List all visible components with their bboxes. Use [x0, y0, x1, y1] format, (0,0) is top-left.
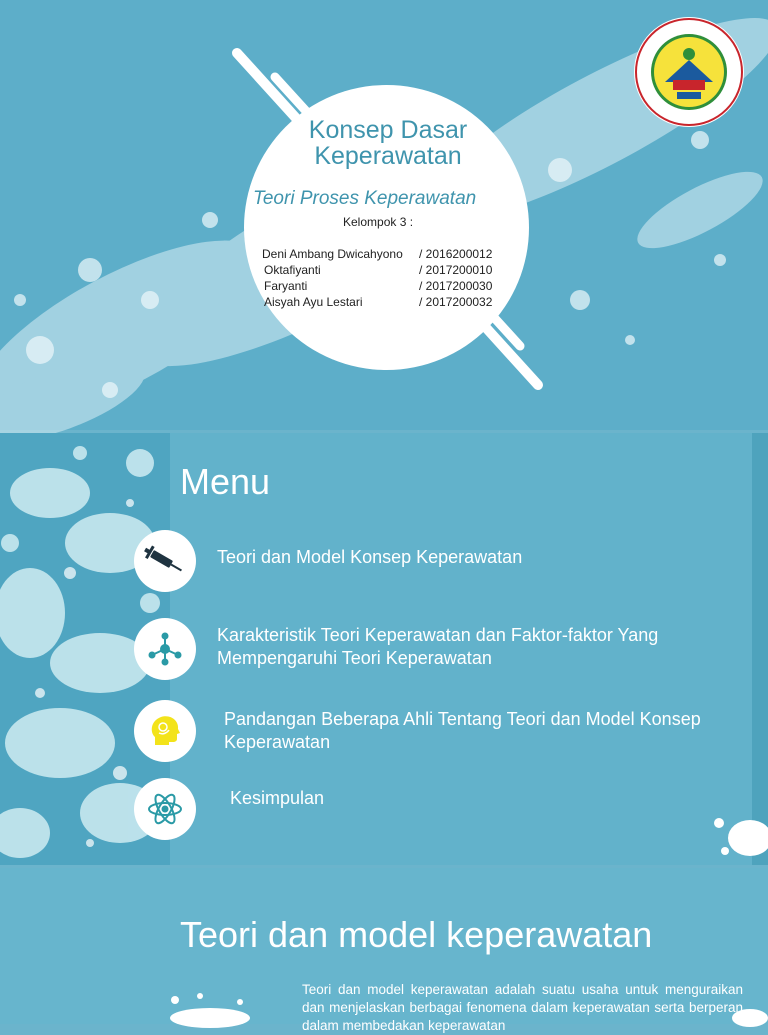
member-nim: / 2017200032	[419, 295, 493, 309]
menu-heading: Menu	[180, 461, 271, 502]
member-nim: / 2017200010	[419, 263, 493, 277]
brain-head-icon	[147, 713, 183, 749]
atom-icon-badge[interactable]	[134, 778, 196, 840]
content-slide	[0, 868, 768, 1033]
group-label: Kelompok 3 :	[343, 215, 414, 229]
menu-item-theory-models[interactable]: Teori dan Model Konsep Keperawatan	[217, 547, 523, 567]
brain-head-icon-badge[interactable]	[134, 700, 196, 762]
syringe-icon	[142, 541, 188, 581]
menu-item-characteristics[interactable]: Karakteristik Teori Keperawatan dan Faktor-faktor Yang Mempengaruhi Teori Keperawatan	[217, 625, 659, 668]
member-name: Aisyah Ayu Lestari	[264, 295, 363, 309]
menu-item-conclusion[interactable]: Kesimpulan	[230, 788, 325, 808]
syringe-icon-badge[interactable]	[134, 530, 196, 592]
member-nim: / 2016200012	[419, 247, 493, 261]
menu-slide	[0, 433, 768, 865]
bottom-splash	[150, 988, 270, 1024]
title-slide	[0, 0, 768, 430]
menu-item-expert-views[interactable]: Pandangan Beberapa Ahli Tentang Teori dan Model Konsep Keperawatan	[224, 709, 701, 752]
atom-icon	[145, 789, 185, 829]
member-row	[262, 279, 502, 295]
network-icon	[147, 631, 183, 667]
member-name: Deni Ambang Dwicahyono	[262, 247, 403, 261]
content-body: Teori dan model keperawatan adalah suatu usaha untuk menguraikan dan menjelaskan berbagai fenomena dalam keperawatan serta berperan dalam membedakan keperawatan	[302, 982, 743, 1033]
member-row	[262, 263, 502, 279]
member-nim: / 2017200030	[419, 279, 493, 293]
member-list	[262, 247, 502, 311]
corner-splash	[705, 793, 768, 865]
member-row	[262, 247, 502, 263]
presentation-subtitle: Teori Proses Keperawatan	[253, 188, 477, 209]
network-icon-badge[interactable]	[134, 618, 196, 680]
member-row	[262, 295, 502, 311]
university-logo	[633, 16, 745, 128]
content-heading: Teori dan model keperawatan	[180, 914, 653, 955]
member-name: Faryanti	[264, 279, 308, 293]
member-name: Oktafiyanti	[264, 263, 321, 277]
presentation-title: Konsep Dasar Keperawatan	[308, 116, 468, 170]
